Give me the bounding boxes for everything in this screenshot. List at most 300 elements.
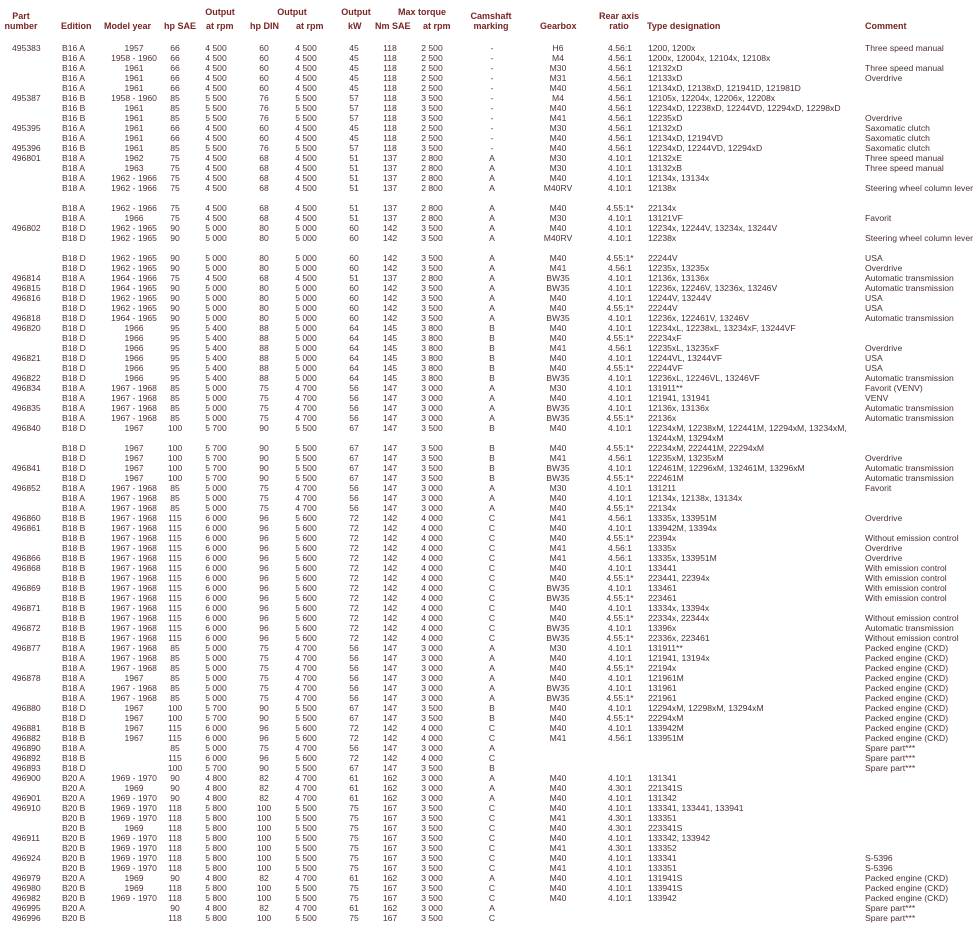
cell-hp-sae: 118 [168, 863, 182, 873]
cell-nm-sae: 145 [382, 373, 398, 383]
cell-hp-din: 90 [259, 443, 269, 453]
cell-kw: 75 [349, 803, 359, 813]
cell-rpm-din: 5 600 [295, 603, 317, 613]
cell-model-year: 1967 - 1968 [111, 653, 157, 663]
cell-nm-sae: 118 [383, 113, 397, 123]
cell-hp-din: 76 [259, 93, 269, 103]
cell-rpm-sae: 5 700 [205, 423, 227, 433]
cell-gearbox: M40 [549, 793, 567, 803]
cell-model-year: 1962 - 1965 [111, 253, 157, 263]
cell-hp-sae: 90 [170, 873, 180, 883]
cell-gearbox: M40 [549, 253, 567, 263]
cell-rpm-sae: 4 500 [205, 83, 227, 93]
cell-gearbox: M41 [549, 863, 567, 873]
cell-comment: Favorit [865, 213, 892, 223]
cell-rpm-din: 5 600 [295, 633, 317, 643]
cell-rpm-sae: 4 500 [205, 163, 227, 173]
cell-part-number: 496822 [12, 373, 41, 383]
cell-part-number: 496871 [12, 603, 41, 613]
cell-hp-sae: 85 [170, 143, 180, 153]
cell-camshaft: A [489, 693, 495, 703]
cell-hp-sae: 85 [170, 483, 180, 493]
cell-rpm-sae: 5 800 [205, 893, 227, 903]
cell-rpm-sae: 4 500 [205, 273, 227, 283]
cell-nm-sae: 142 [382, 253, 398, 263]
cell-gearbox: M40 [549, 563, 567, 573]
cell-kw: 56 [349, 673, 359, 683]
cell-gearbox: BW35 [546, 283, 570, 293]
cell-kw: 51 [349, 153, 359, 163]
cell-camshaft: B [489, 443, 495, 453]
cell-camshaft: A [489, 303, 495, 313]
cell-kw: 72 [349, 533, 359, 543]
cell-comment: Overdrive [865, 553, 903, 563]
cell-edition: B18 A [62, 153, 85, 163]
cell-rpm-din: 5 000 [295, 373, 317, 383]
cell-rear-axis: 4.55:1* [606, 593, 634, 603]
cell-kw: 75 [349, 823, 359, 833]
cell-hp-sae: 85 [170, 693, 180, 703]
cell-nm-sae: 147 [382, 383, 398, 393]
cell-model-year: 1967 - 1968 [111, 383, 157, 393]
cell-model-year: 1967 - 1968 [111, 593, 157, 603]
cell-hp-din: 68 [259, 213, 269, 223]
header-comment: Comment [865, 21, 907, 31]
cell-hp-sae: 90 [170, 223, 180, 233]
cell-gearbox: M30 [549, 153, 567, 163]
cell-type-designation: 221961 [648, 693, 677, 703]
cell-hp-din: 60 [259, 53, 269, 63]
cell-camshaft: A [489, 173, 495, 183]
cell-comment: Packed engine (CKD) [865, 683, 949, 693]
cell-comment: USA [865, 303, 883, 313]
cell-edition: B18 A [62, 163, 85, 173]
cell-type-designation: 12236x, 122461V, 13246V [648, 313, 749, 323]
cell-hp-sae: 85 [170, 393, 180, 403]
cell-nm-sae: 118 [383, 103, 397, 113]
cell-gearbox: M40RV [543, 233, 573, 243]
cell-nm-sae: 142 [382, 543, 398, 553]
cell-edition: B18 A [62, 673, 85, 683]
cell-camshaft: C [488, 823, 496, 833]
cell-camshaft: A [489, 663, 495, 673]
table-row [0, 753, 980, 763]
cell-edition: B18 B [62, 573, 86, 583]
cell-kw: 72 [349, 603, 359, 613]
cell-edition: B18 A [62, 393, 85, 403]
cell-gearbox: M40 [549, 143, 567, 153]
cell-nm-sae: 142 [382, 573, 398, 583]
cell-hp-sae: 66 [170, 83, 180, 93]
cell-type-designation: 22244VF [648, 363, 683, 373]
cell-hp-din: 88 [259, 333, 269, 343]
cell-kw: 45 [349, 73, 359, 83]
cell-type-designation: 13334x, 13394x [648, 603, 710, 613]
cell-rpm-din: 4 500 [295, 53, 317, 63]
cell-model-year: 1962 - 1965 [111, 293, 157, 303]
table-row [0, 773, 980, 783]
cell-rear-axis: 4.10:1 [608, 643, 632, 653]
cell-comment: Favorit (VENV) [865, 383, 923, 393]
cell-hp-sae: 90 [170, 783, 180, 793]
cell-camshaft: A [489, 313, 495, 323]
cell-edition: B18 A [62, 663, 85, 673]
cell-hp-sae: 115 [168, 733, 182, 743]
cell-hp-sae: 66 [170, 43, 180, 53]
cell-edition: B18 A [62, 213, 85, 223]
cell-rpm-din: 5 500 [295, 893, 317, 903]
cell-camshaft: A [489, 743, 495, 753]
cell-edition: B18 D [62, 233, 86, 243]
cell-rpm-torque: 3 800 [421, 343, 443, 353]
cell-nm-sae: 147 [382, 483, 398, 493]
cell-edition: B16 A [62, 63, 85, 73]
cell-type-designation: 223441, 22394x [648, 573, 710, 583]
cell-type-designation: 121941, 131941 [648, 393, 711, 403]
cell-model-year: 1969 - 1970 [111, 863, 157, 873]
cell-model-year: 1967 - 1968 [111, 543, 157, 553]
cell-hp-sae: 66 [170, 133, 180, 143]
cell-rpm-torque: 3 000 [421, 773, 443, 783]
cell-camshaft: C [488, 623, 496, 633]
cell-edition: B16 A [62, 133, 85, 143]
cell-hp-sae: 118 [168, 913, 182, 923]
cell-model-year: 1966 [124, 363, 144, 373]
cell-gearbox: BW35 [546, 273, 570, 283]
cell-camshaft: C [488, 843, 496, 853]
header-model-year: Model year [104, 21, 152, 31]
cell-part-number: 496900 [12, 773, 41, 783]
cell-kw: 67 [349, 703, 359, 713]
cell-kw: 51 [349, 163, 359, 173]
cell-rpm-din: 5 500 [295, 853, 317, 863]
cell-kw: 72 [349, 523, 359, 533]
cell-edition: B18 D [62, 463, 86, 473]
cell-nm-sae: 147 [382, 763, 398, 773]
cell-hp-sae: 115 [168, 513, 182, 523]
table-row [0, 383, 980, 393]
cell-gearbox: M30 [549, 383, 567, 393]
cell-model-year: 1967 - 1968 [111, 533, 157, 543]
cell-hp-din: 75 [259, 653, 269, 663]
cell-edition: B18 A [62, 183, 85, 193]
cell-rpm-sae: 5 700 [205, 443, 227, 453]
cell-rpm-din: 4 500 [295, 63, 317, 73]
cell-camshaft: C [488, 513, 496, 523]
cell-hp-din: 90 [259, 713, 269, 723]
cell-hp-sae: 95 [170, 373, 180, 383]
cell-rpm-sae: 5 000 [205, 383, 227, 393]
cell-rear-axis: 4.56:1 [608, 63, 632, 73]
cell-edition: B18 D [62, 713, 86, 723]
cell-rpm-din: 5 500 [295, 863, 317, 873]
cell-edition: B18 B [62, 553, 86, 563]
cell-gearbox: BW35 [546, 693, 570, 703]
cell-edition: B18 D [62, 763, 86, 773]
table-row [0, 103, 980, 113]
cell-rear-axis: 4.10:1 [608, 353, 632, 363]
cell-kw: 61 [349, 783, 359, 793]
cell-nm-sae: 167 [382, 883, 398, 893]
cell-nm-sae: 147 [382, 703, 398, 713]
cell-part-number: 496840 [12, 423, 41, 433]
cell-gearbox: H6 [552, 43, 564, 53]
cell-rpm-torque: 3 500 [421, 463, 443, 473]
cell-nm-sae: 147 [382, 673, 398, 683]
cell-gearbox: M41 [549, 813, 567, 823]
cell-rpm-sae: 4 500 [205, 203, 227, 213]
cell-rpm-din: 5 600 [295, 553, 317, 563]
cell-kw: 45 [349, 63, 359, 73]
table-row [0, 723, 980, 733]
cell-hp-sae: 66 [170, 53, 180, 63]
cell-rpm-sae: 6 000 [205, 513, 227, 523]
cell-comment: Three speed manual [865, 43, 944, 53]
cell-hp-sae: 75 [170, 213, 180, 223]
cell-gearbox: BW35 [546, 633, 570, 643]
table-row [0, 473, 980, 483]
cell-model-year: 1966 [124, 323, 144, 333]
cell-rpm-din: 5 500 [295, 913, 317, 923]
cell-rpm-din: 5 500 [295, 113, 317, 123]
cell-kw: 56 [349, 393, 359, 403]
cell-rpm-din: 4 700 [295, 673, 317, 683]
cell-part-number: 495395 [12, 123, 41, 133]
cell-kw: 45 [349, 123, 359, 133]
cell-nm-sae: 167 [382, 813, 398, 823]
cell-kw: 67 [349, 713, 359, 723]
cell-kw: 67 [349, 443, 359, 453]
cell-kw: 56 [349, 403, 359, 413]
cell-model-year: 1967 [124, 713, 144, 723]
cell-rear-axis: 4.10:1 [608, 273, 632, 283]
cell-rear-axis: 4.56:1 [608, 343, 632, 353]
cell-rpm-sae: 4 800 [205, 783, 227, 793]
cell-rpm-sae: 4 800 [205, 903, 227, 913]
cell-rpm-sae: 6 000 [205, 563, 227, 573]
cell-camshaft: C [488, 893, 496, 903]
cell-rpm-torque: 3 000 [421, 673, 443, 683]
cell-gearbox: BW35 [546, 413, 570, 423]
cell-rear-axis: 4.10:1 [608, 603, 632, 613]
cell-camshaft: C [488, 913, 496, 923]
cell-hp-din: 60 [259, 43, 269, 53]
cell-rear-axis: 4.10:1 [608, 493, 632, 503]
table-row [0, 113, 980, 123]
cell-rpm-din: 4 700 [295, 393, 317, 403]
cell-rpm-torque: 2 500 [421, 123, 443, 133]
cell-nm-sae: 142 [382, 733, 398, 743]
table-row [0, 523, 980, 533]
cell-edition: B18 A [62, 483, 85, 493]
table-row [0, 273, 980, 283]
cell-type-designation: 131961 [648, 683, 677, 693]
cell-rear-axis: 4.56:1 [608, 83, 632, 93]
cell-hp-sae: 90 [170, 773, 180, 783]
cell-nm-sae: 142 [382, 313, 398, 323]
cell-hp-sae: 85 [170, 643, 180, 653]
cell-model-year: 1961 [124, 133, 144, 143]
cell-rpm-din: 5 000 [295, 283, 317, 293]
cell-camshaft: A [489, 503, 495, 513]
cell-camshaft: A [489, 773, 495, 783]
cell-kw: 67 [349, 473, 359, 483]
cell-type-designation: 133352 [648, 843, 677, 853]
cell-kw: 60 [349, 283, 359, 293]
cell-part-number: 496802 [12, 223, 41, 233]
table-row [0, 463, 980, 473]
cell-nm-sae: 142 [382, 513, 398, 523]
cell-rpm-din: 5 500 [295, 713, 317, 723]
cell-rpm-sae: 4 500 [205, 183, 227, 193]
cell-rpm-torque: 3 000 [421, 383, 443, 393]
cell-edition: B18 B [62, 633, 86, 643]
cell-comment: With emission control [865, 563, 947, 573]
cell-hp-sae: 100 [167, 443, 183, 453]
cell-hp-sae: 66 [170, 63, 180, 73]
cell-hp-sae: 66 [170, 123, 180, 133]
cell-nm-sae: 118 [383, 53, 397, 63]
cell-type-designation: 22134x [648, 503, 677, 513]
cell-comment: Packed engine (CKD) [865, 873, 949, 883]
cell-model-year: 1969 [124, 783, 144, 793]
cell-camshaft: B [489, 363, 495, 373]
cell-rpm-torque: 3 500 [421, 813, 443, 823]
cell-comment: With emission control [865, 593, 947, 603]
cell-rpm-din: 5 500 [295, 143, 317, 153]
cell-kw: 57 [349, 93, 359, 103]
cell-comment: Saxomatic clutch [865, 143, 930, 153]
cell-camshaft: A [489, 283, 495, 293]
cell-gearbox: M30 [549, 163, 567, 173]
cell-hp-sae: 115 [168, 533, 182, 543]
cell-nm-sae: 145 [382, 333, 398, 343]
cell-nm-sae: 142 [382, 553, 398, 563]
cell-rear-axis: 4.56:1 [608, 103, 632, 113]
cell-nm-sae: 147 [382, 473, 398, 483]
table-row [0, 123, 980, 133]
cell-edition: B18 A [62, 503, 85, 513]
cell-gearbox: M40 [549, 133, 567, 143]
cell-rpm-sae: 6 000 [205, 733, 227, 743]
cell-hp-sae: 115 [168, 583, 182, 593]
table-row [0, 563, 980, 573]
cell-type-designation: 133942 [648, 893, 677, 903]
cell-rpm-din: 4 700 [295, 493, 317, 503]
cell-type-designation: 133461 [648, 583, 677, 593]
cell-type-designation: 133342, 133942 [648, 833, 711, 843]
cell-rpm-sae: 5 000 [205, 663, 227, 673]
cell-edition: B16 B [62, 93, 86, 103]
cell-rpm-din: 5 500 [295, 813, 317, 823]
cell-model-year: 1966 [124, 333, 144, 343]
cell-hp-sae: 90 [170, 793, 180, 803]
cell-gearbox: M40 [549, 173, 567, 183]
cell-gearbox: M40 [549, 673, 567, 683]
cell-camshaft: C [488, 813, 496, 823]
cell-part-number: 496882 [12, 733, 41, 743]
table-row [0, 513, 980, 523]
cell-hp-din: 80 [259, 313, 269, 323]
cell-camshaft: A [489, 793, 495, 803]
cell-kw: 56 [349, 743, 359, 753]
cell-rear-axis: 4.10:1 [608, 683, 632, 693]
cell-hp-sae: 90 [170, 233, 180, 243]
cell-nm-sae: 142 [382, 293, 398, 303]
cell-edition: B18 B [62, 723, 86, 733]
cell-rpm-torque: 3 500 [421, 143, 443, 153]
cell-hp-din: 75 [259, 403, 269, 413]
cell-rear-axis: 4.10:1 [608, 153, 632, 163]
cell-type-designation: 22234xF [648, 333, 682, 343]
cell-rpm-din: 5 600 [295, 573, 317, 583]
cell-rpm-sae: 5 500 [205, 93, 227, 103]
cell-rear-axis: 4.10:1 [608, 403, 632, 413]
cell-rpm-sae: 5 800 [205, 913, 227, 923]
cell-rpm-din: 5 000 [295, 223, 317, 233]
cell-rpm-torque: 3 500 [421, 223, 443, 233]
cell-kw: 60 [349, 253, 359, 263]
cell-rpm-sae: 5 800 [205, 843, 227, 853]
cell-hp-din: 80 [259, 253, 269, 263]
cell-rpm-din: 4 500 [295, 173, 317, 183]
cell-nm-sae: 137 [382, 273, 398, 283]
cell-rpm-torque: 3 000 [421, 683, 443, 693]
table-row [0, 173, 980, 183]
cell-rpm-din: 4 700 [295, 743, 317, 753]
cell-gearbox: BW35 [546, 583, 570, 593]
cell-gearbox: M40 [549, 223, 567, 233]
cell-edition: B16 A [62, 43, 85, 53]
cell-nm-sae: 147 [382, 443, 398, 453]
cell-rpm-torque: 4 000 [421, 753, 443, 763]
cell-rpm-din: 4 500 [295, 213, 317, 223]
cell-rpm-torque: 3 500 [421, 473, 443, 483]
cell-edition: B18 B [62, 753, 86, 763]
header-max-torque: Max torque [397, 7, 446, 17]
table-row [0, 663, 980, 673]
cell-nm-sae: 118 [383, 133, 397, 143]
cell-nm-sae: 142 [382, 723, 398, 733]
cell-rpm-din: 5 500 [295, 843, 317, 853]
cell-gearbox: BW35 [546, 403, 570, 413]
cell-kw: 72 [349, 563, 359, 573]
cell-edition: B18 B [62, 623, 86, 633]
cell-nm-sae: 147 [382, 643, 398, 653]
cell-hp-sae: 95 [170, 323, 180, 333]
cell-rpm-din: 4 500 [295, 203, 317, 213]
table-row [0, 323, 980, 333]
cell-nm-sae: 142 [382, 593, 398, 603]
cell-hp-din: 100 [256, 803, 272, 813]
cell-hp-sae: 85 [170, 113, 180, 123]
cell-gearbox: M30 [549, 483, 567, 493]
cell-hp-sae: 90 [170, 293, 180, 303]
cell-part-number: 496881 [12, 723, 41, 733]
cell-edition: B18 D [62, 453, 86, 463]
table-row [0, 423, 980, 443]
cell-rear-axis: 4.56:1 [608, 43, 632, 53]
cell-type-designation: 12138x [648, 183, 677, 193]
cell-kw: 56 [349, 653, 359, 663]
cell-model-year: 1961 [124, 123, 144, 133]
cell-kw: 61 [349, 773, 359, 783]
cell-rear-axis: 4.55:1* [606, 693, 634, 703]
cell-hp-din: 82 [259, 873, 269, 883]
cell-edition: B16 A [62, 73, 85, 83]
cell-rpm-din: 5 600 [295, 623, 317, 633]
cell-hp-din: 60 [259, 123, 269, 133]
